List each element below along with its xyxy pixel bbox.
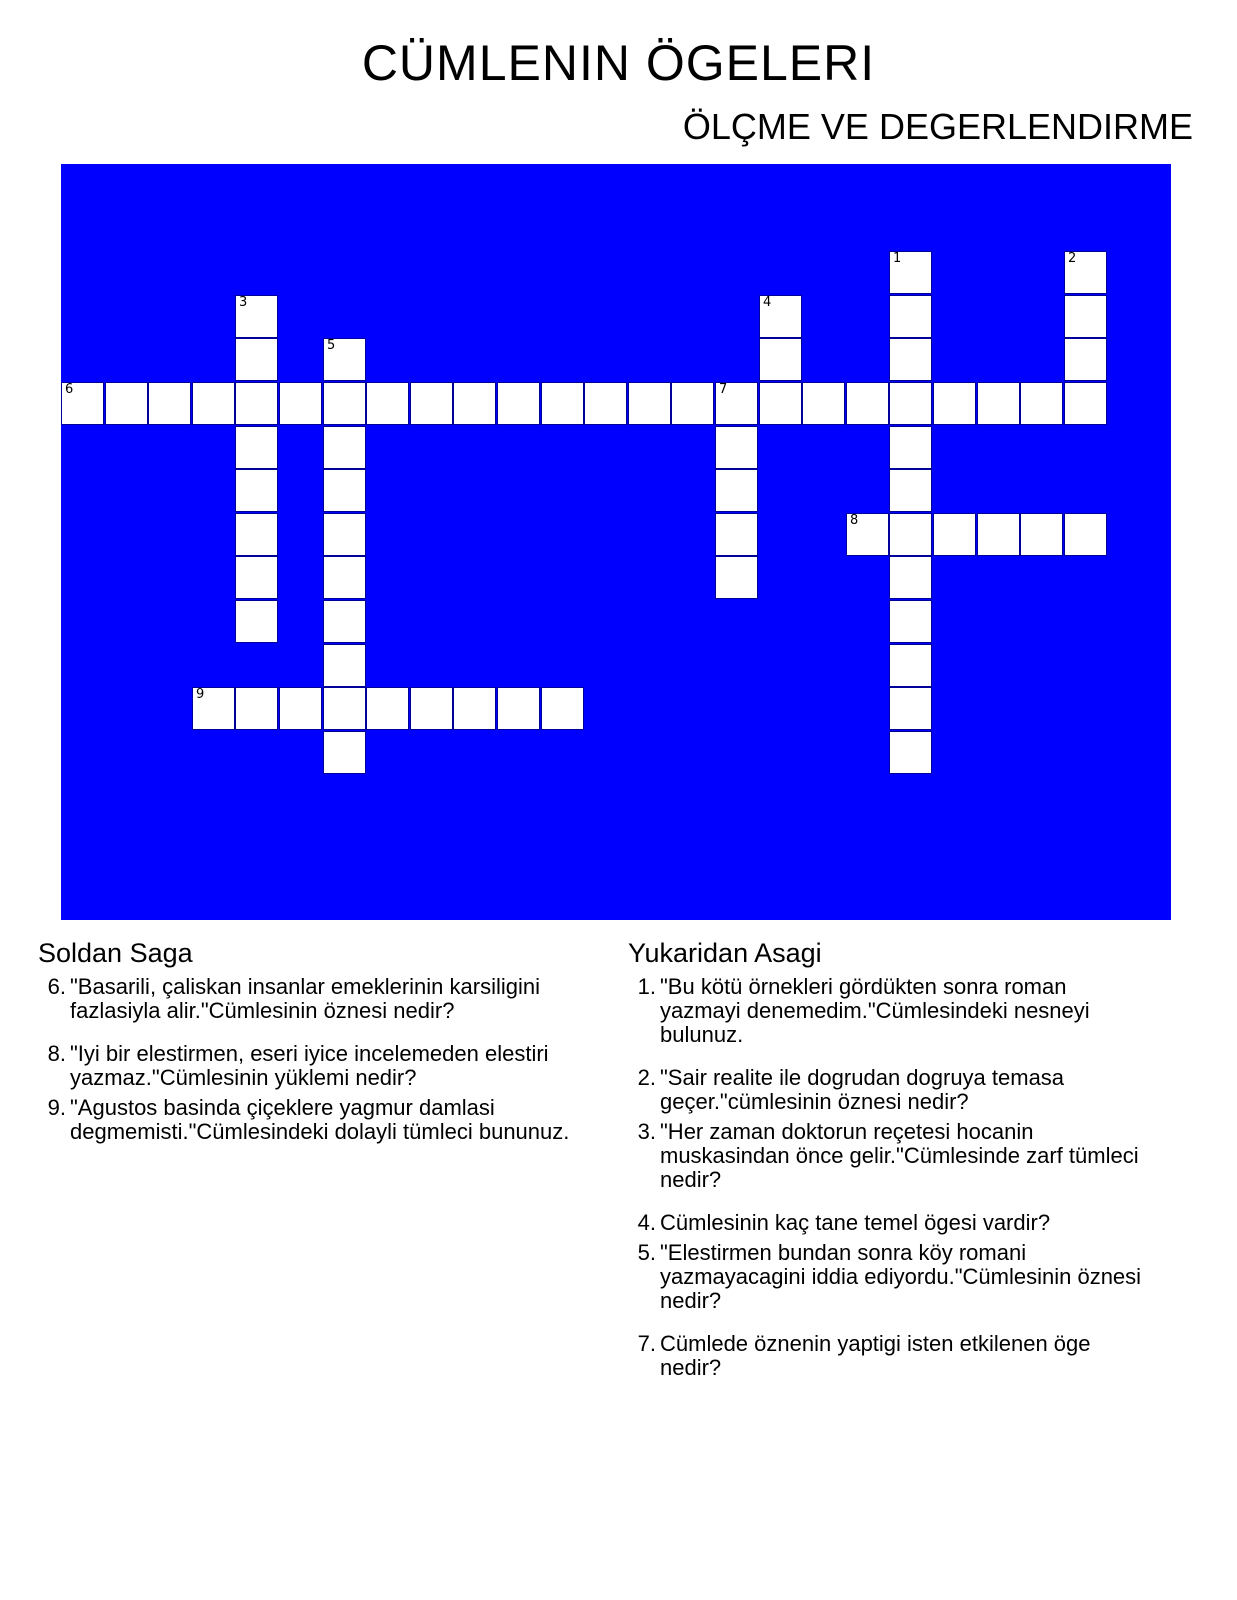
crossword-cell[interactable] (889, 731, 932, 774)
crossword-cell[interactable] (846, 513, 889, 556)
crossword-cell[interactable] (235, 513, 278, 556)
crossword-cell[interactable] (889, 513, 932, 556)
across-clues-section (38, 938, 583, 1144)
crossword-cell[interactable] (1064, 382, 1107, 425)
clue-text: "Elestirmen bundan sonra köy romani yazmayacagini iddia ediyordu."Cümlesinin öznesi nedir? (660, 1240, 1142, 1313)
crossword-cell[interactable] (453, 687, 496, 730)
crossword-cell[interactable] (1020, 382, 1063, 425)
clue-number: 6. (47, 974, 66, 999)
crossword-cell[interactable] (323, 426, 366, 469)
crossword-cell[interactable] (1064, 338, 1107, 381)
crossword-board (61, 164, 1171, 920)
crossword-cell[interactable] (235, 426, 278, 469)
crossword-cell[interactable] (889, 600, 932, 643)
cell-number: 1 (893, 251, 902, 266)
crossword-cell[interactable] (889, 338, 932, 381)
cell-number: 9 (196, 687, 205, 702)
crossword-cell[interactable] (192, 687, 235, 730)
crossword-cell[interactable] (715, 556, 758, 599)
clue-text: "Iyi bir elestirmen, eseri iyice incelemeden elestiri yazmaz."Cümlesinin yüklemi nedir? (70, 1041, 549, 1090)
crossword-cell[interactable] (715, 426, 758, 469)
crossword-cell[interactable] (933, 382, 976, 425)
crossword-cell[interactable] (889, 644, 932, 687)
crossword-cell[interactable] (715, 469, 758, 512)
crossword-cell[interactable] (715, 382, 758, 425)
crossword-cell[interactable] (323, 469, 366, 512)
clue-text: Cümlesinin kaç tane temel ögesi vardir? (660, 1210, 1051, 1235)
crossword-cell[interactable] (977, 382, 1020, 425)
crossword-cell[interactable] (279, 687, 322, 730)
clue-text: "Basarili, çaliskan insanlar emeklerinin karsiligini fazlasiyla alir."Cümlesinin öznesi nedir? (70, 974, 540, 1023)
crossword-cell[interactable] (192, 382, 235, 425)
clue-number: 2. (637, 1065, 656, 1090)
crossword-cell[interactable] (541, 382, 584, 425)
page-title: CÜMLENIN ÖGELERI (361, 35, 876, 91)
across-clue-list (38, 975, 583, 1144)
clue-text: Cümlede öznenin yaptigi isten etkilenen öge nedir? (660, 1331, 1091, 1380)
crossword-cell[interactable] (889, 469, 932, 512)
crossword-cell[interactable] (235, 338, 278, 381)
crossword-cell[interactable] (889, 687, 932, 730)
clue-number: 5. (637, 1240, 656, 1265)
clue-text: "Agustos basinda çiçeklere yagmur damlasi degmemisti."Cümlesindeki dolayli tümleci bununuz. (70, 1095, 570, 1144)
crossword-cell[interactable] (497, 382, 540, 425)
crossword-cell[interactable] (453, 382, 496, 425)
crossword-cell[interactable] (1064, 513, 1107, 556)
clue-item (628, 1211, 1148, 1235)
down-clue-list (628, 975, 1148, 1380)
crossword-cell[interactable] (235, 295, 278, 338)
clue-item (628, 1241, 1148, 1313)
clue-item (628, 1066, 1148, 1114)
crossword-cell[interactable] (889, 556, 932, 599)
crossword-cell[interactable] (759, 382, 802, 425)
cell-number: 8 (850, 513, 859, 528)
clue-number: 9. (47, 1095, 66, 1120)
crossword-cell[interactable] (410, 382, 453, 425)
cell-number: 7 (719, 382, 728, 397)
cell-number: 3 (239, 295, 248, 310)
clue-text: "Bu kötü örnekleri gördükten sonra roman yazmayi denemedim."Cümlesindeki nesneyi bulunuz. (660, 974, 1090, 1047)
crossword-cell[interactable] (671, 382, 714, 425)
crossword-cell[interactable] (889, 382, 932, 425)
crossword-cell[interactable] (889, 426, 932, 469)
down-clues-section (628, 938, 1148, 1380)
clue-item (38, 975, 583, 1023)
crossword-cell[interactable] (759, 295, 802, 338)
crossword-cell[interactable] (61, 382, 104, 425)
crossword-cell[interactable] (323, 644, 366, 687)
crossword-cell[interactable] (846, 382, 889, 425)
cell-number: 5 (327, 338, 336, 353)
crossword-cell[interactable] (410, 687, 453, 730)
across-heading: Soldan Saga (38, 938, 193, 968)
crossword-cell[interactable] (323, 687, 366, 730)
crossword-cell[interactable] (323, 556, 366, 599)
clue-number: 8. (47, 1041, 66, 1066)
cell-number: 6 (65, 382, 74, 397)
crossword-cell[interactable] (889, 251, 932, 294)
crossword-cell[interactable] (715, 513, 758, 556)
crossword-cell[interactable] (323, 382, 366, 425)
clue-number: 1. (637, 974, 656, 999)
crossword-cell[interactable] (977, 513, 1020, 556)
crossword-cell[interactable] (1064, 295, 1107, 338)
crossword-cell[interactable] (323, 731, 366, 774)
clue-text: "Sair realite ile dogrudan dogruya temasa geçer."cümlesinin öznesi nedir? (660, 1065, 1065, 1114)
crossword-cell[interactable] (366, 382, 409, 425)
clue-item (38, 1042, 583, 1090)
crossword-cell[interactable] (323, 600, 366, 643)
crossword-cell[interactable] (584, 382, 627, 425)
cell-number: 4 (763, 295, 772, 310)
crossword-cell[interactable] (1020, 513, 1063, 556)
crossword-cell[interactable] (541, 687, 584, 730)
crossword-cell[interactable] (235, 382, 278, 425)
crossword-cell[interactable] (323, 513, 366, 556)
crossword-cell[interactable] (148, 382, 191, 425)
down-heading: Yukaridan Asagi (628, 938, 822, 968)
crossword-cell[interactable] (105, 382, 148, 425)
crossword-cell[interactable] (366, 687, 409, 730)
crossword-cell[interactable] (802, 382, 845, 425)
crossword-cell[interactable] (889, 295, 932, 338)
clue-number: 7. (637, 1331, 656, 1356)
clue-number: 4. (637, 1210, 656, 1235)
clue-number: 3. (637, 1119, 656, 1144)
crossword-cell[interactable] (235, 556, 278, 599)
crossword-cell[interactable] (497, 687, 540, 730)
crossword-cell[interactable] (1064, 251, 1107, 294)
crossword-cell[interactable] (235, 600, 278, 643)
crossword-cell[interactable] (279, 382, 322, 425)
crossword-cell[interactable] (323, 338, 366, 381)
cell-number: 2 (1068, 251, 1077, 266)
clue-item (628, 1120, 1148, 1192)
crossword-cell[interactable] (759, 338, 802, 381)
crossword-cell[interactable] (628, 382, 671, 425)
clue-item (38, 1096, 583, 1144)
clue-text: "Her zaman doktorun reçetesi hocanin muskasindan önce gelir."Cümlesinde zarf tümleci nedir? (660, 1119, 1139, 1192)
clue-item (628, 975, 1148, 1047)
crossword-cell[interactable] (235, 687, 278, 730)
crossword-cell[interactable] (933, 513, 976, 556)
crossword-cell[interactable] (235, 469, 278, 512)
page-subtitle: ÖLÇME VE DEGERLENDIRME (682, 106, 1193, 147)
clue-item (628, 1332, 1148, 1380)
